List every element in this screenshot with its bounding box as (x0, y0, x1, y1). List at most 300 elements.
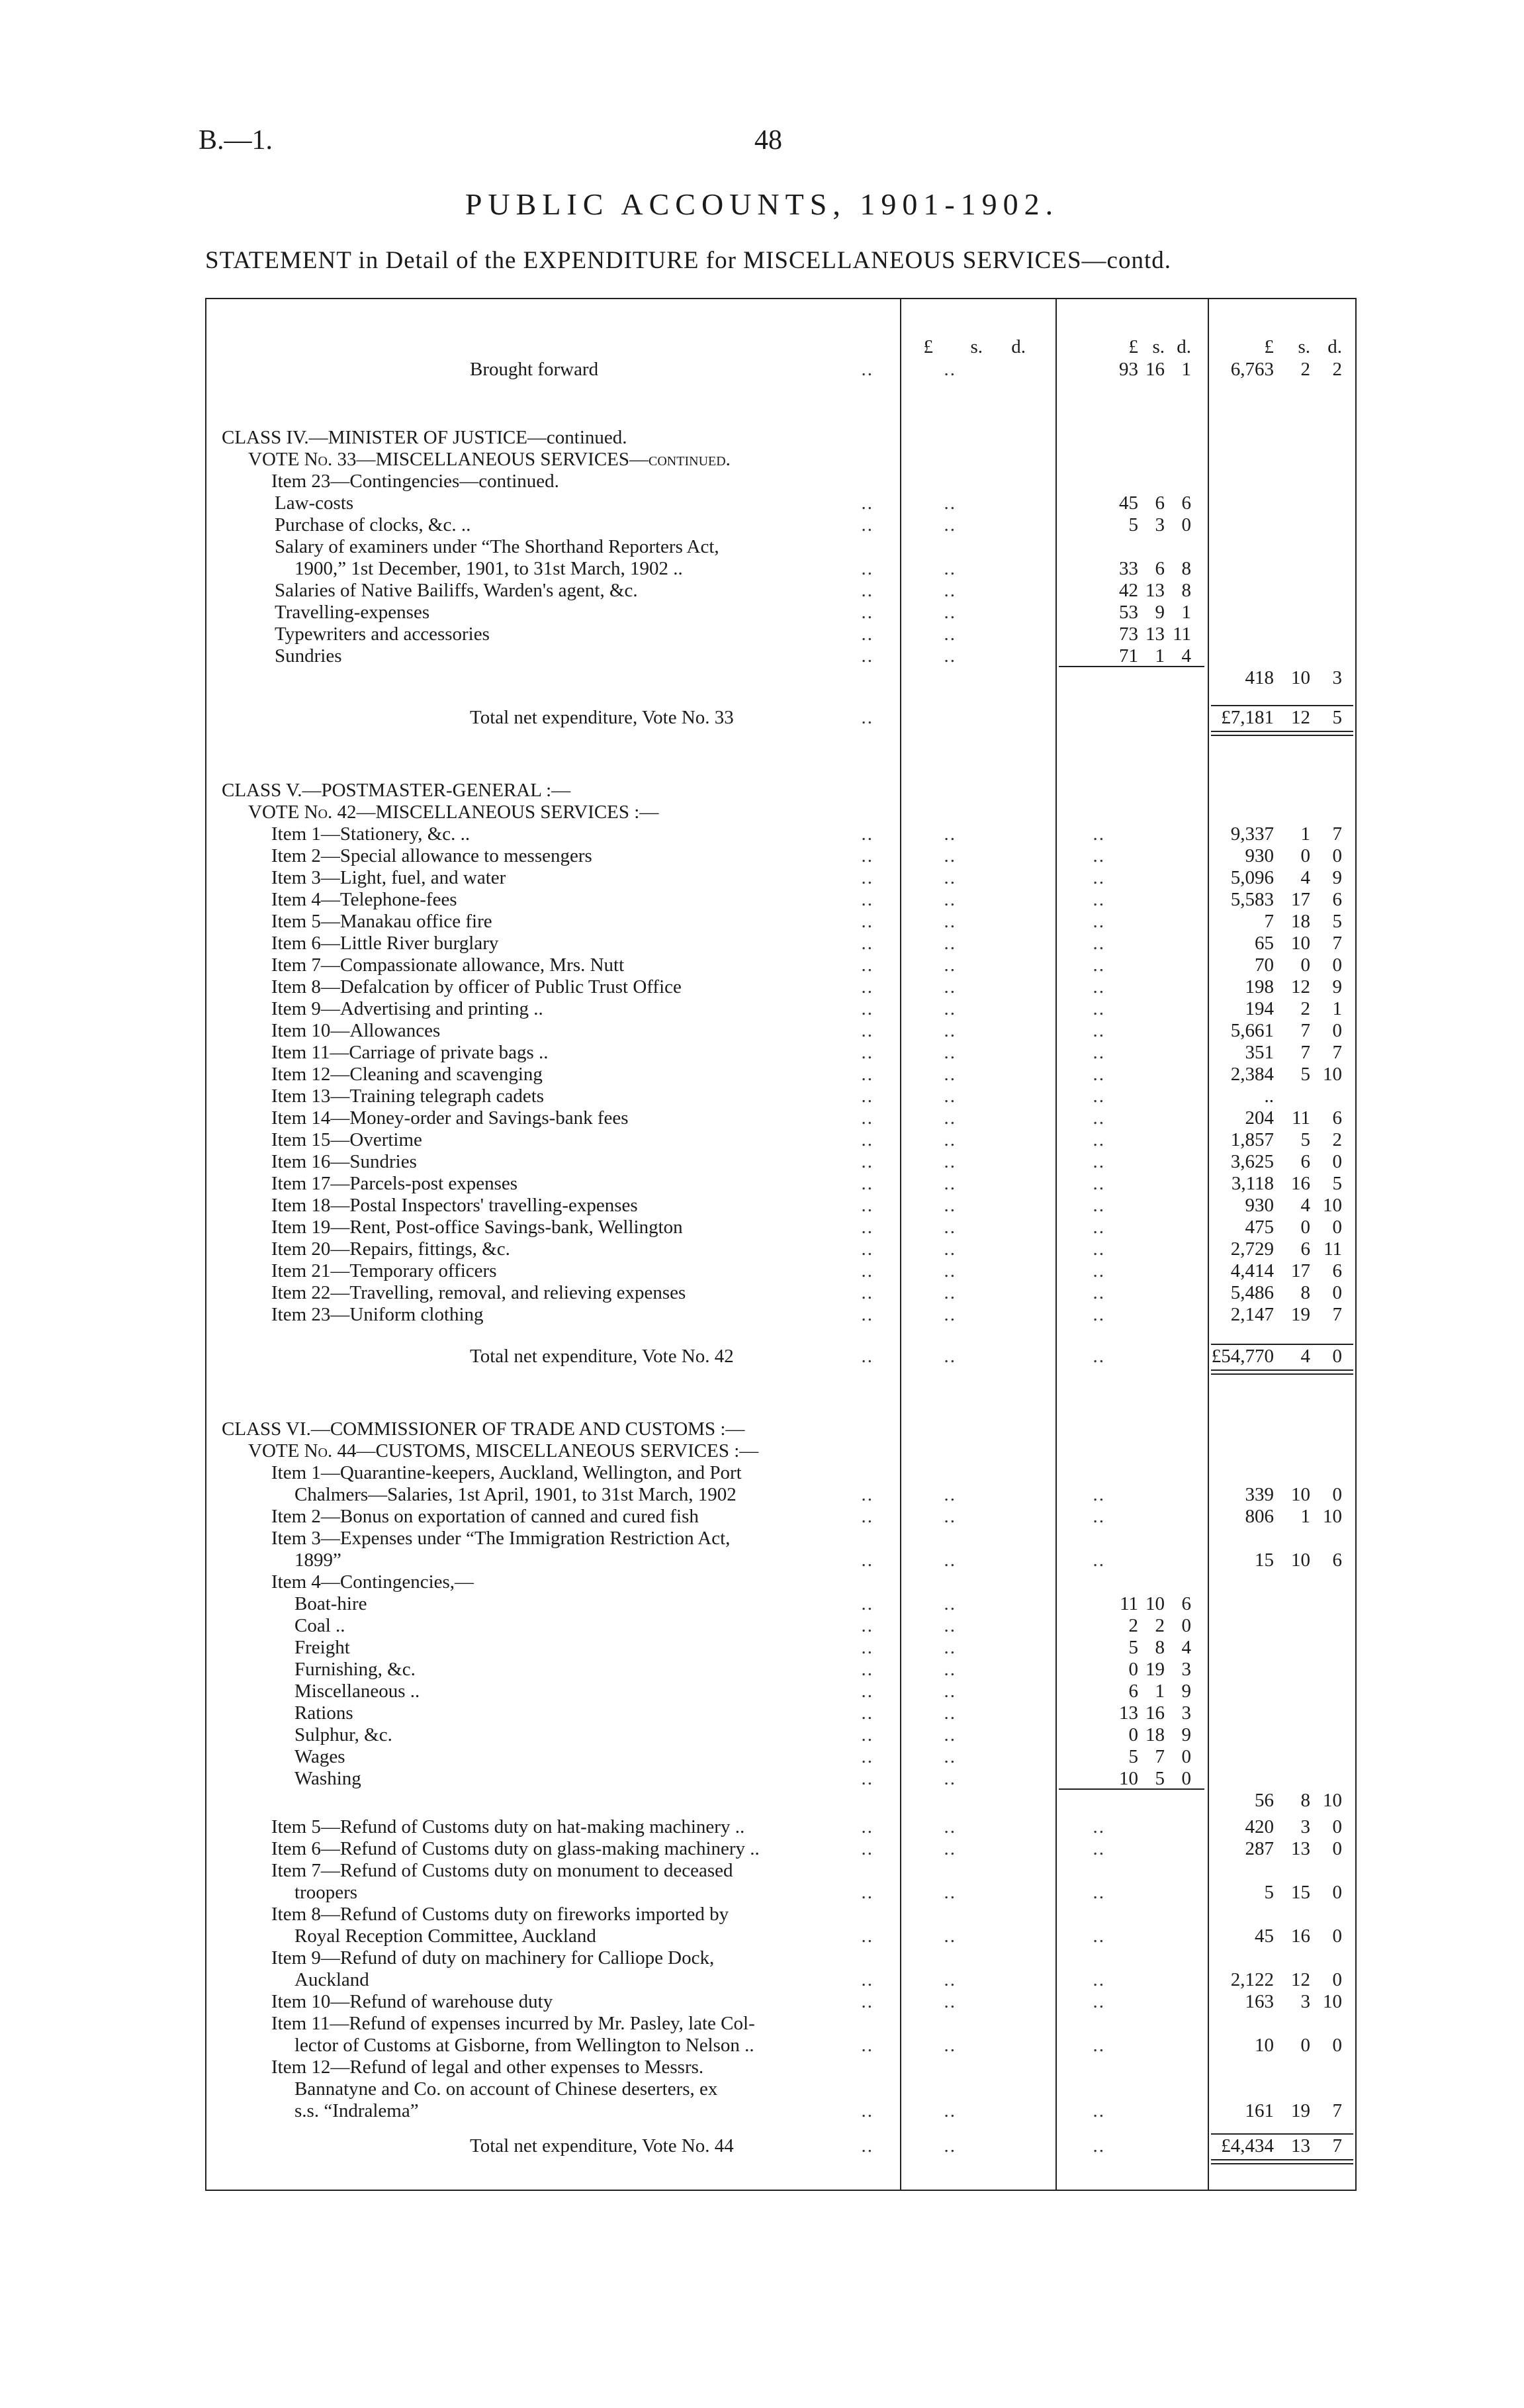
column-dots: .. (944, 1064, 956, 1085)
row-label: CLASS IV.—MINISTER OF JUSTICE—continued. (222, 427, 627, 448)
leader-dots: .. (861, 1637, 874, 1658)
c3-pounds: 5,096 (1230, 867, 1274, 888)
row-label: Freight (294, 1637, 350, 1658)
row-label: Item 23—Contingencies—continued. (271, 471, 559, 492)
column-dots: .. (1093, 1260, 1105, 1281)
page-title: PUBLIC ACCOUNTS, 1901-1902. (465, 187, 1059, 221)
item-heading (205, 471, 1357, 492)
c3-shillings: 0 (1300, 845, 1310, 866)
leader-dots: .. (861, 1086, 874, 1107)
column-dots: .. (944, 1659, 956, 1680)
leader-dots: .. (861, 1882, 874, 1903)
table-row (205, 1282, 1357, 1304)
row-label: Item 12—Refund of legal and other expenses to Messrs. (271, 2057, 704, 2078)
leader-dots: .. (861, 1173, 874, 1194)
c3-pence: 0 (1332, 954, 1342, 976)
c3-shillings: 5 (1300, 1064, 1310, 1085)
leader-dots: .. (861, 1346, 874, 1367)
row-label: Item 8—Defalcation by officer of Public Trust Office (271, 976, 682, 997)
column-dots: .. (944, 1724, 956, 1745)
brought-forward-row (205, 359, 1357, 381)
c2-pounds: 42 (1119, 580, 1138, 601)
c3-pence: 6 (1332, 1107, 1342, 1129)
row-label: Auckland (294, 1969, 369, 1990)
c3-shillings: 6 (1300, 1238, 1310, 1260)
table-row (205, 514, 1357, 536)
leader-dots: .. (861, 624, 874, 645)
c3-pounds: 2,729 (1230, 1238, 1274, 1260)
c3-shillings: 19 (1291, 2100, 1310, 2121)
leader-dots: .. (861, 359, 874, 380)
c3-shillings: 19 (1291, 1304, 1310, 1325)
c3-pounds: .. (1264, 1086, 1274, 1107)
row-label: Item 6—Little River burglary (271, 933, 499, 954)
column-dots: .. (944, 580, 956, 601)
column-dots: .. (1093, 1484, 1105, 1505)
c2-pence: 0 (1181, 1768, 1191, 1789)
table-row (205, 1746, 1357, 1768)
row-label: Item 18—Postal Inspectors' travelling-expenses (271, 1195, 638, 1216)
row-label: Item 9—Advertising and printing .. (271, 998, 543, 1019)
table-row (205, 1550, 1357, 1571)
c2-shillings: 9 (1155, 602, 1165, 623)
leader-dots: .. (861, 580, 874, 601)
class-heading (205, 780, 1357, 802)
c3-pounds: 806 (1245, 1506, 1274, 1527)
row-label: Travelling-expenses (275, 602, 430, 623)
c2-pence: 11 (1173, 624, 1191, 645)
c2-shillings: 13 (1145, 624, 1165, 645)
leader-dots: .. (861, 1064, 874, 1085)
column-dots: .. (944, 1615, 956, 1636)
column-dots: .. (1093, 2035, 1105, 2056)
c3-shillings: 10 (1291, 1484, 1310, 1505)
c3-shillings: 3 (1300, 1816, 1310, 1837)
c2-shillings: 1 (1155, 1681, 1165, 1702)
c3-pence: 0 (1332, 2035, 1342, 2056)
table-row (205, 823, 1357, 845)
c3-pounds: 418 (1245, 667, 1274, 688)
column-dots: .. (1093, 1969, 1105, 1990)
c2-pence: 9 (1181, 1681, 1191, 1702)
leader-dots: .. (861, 1925, 874, 1947)
table-row (205, 1042, 1357, 1064)
c2-shillings: 8 (1155, 1637, 1165, 1658)
column-dots: .. (944, 558, 956, 579)
c3-shillings: s. (1298, 336, 1310, 357)
leader-dots: .. (861, 1151, 874, 1172)
table-row (205, 933, 1357, 954)
row-label: Item 8—Refund of Customs duty on fireworks imported by (271, 1904, 729, 1925)
column-dots: .. (944, 1969, 956, 1990)
table-row (205, 624, 1357, 645)
column-dots: .. (1093, 1506, 1105, 1527)
c2-shillings: 19 (1145, 1659, 1165, 1680)
subtotal-row (205, 1790, 1357, 1812)
column-dots: .. (944, 492, 956, 514)
c3-shillings: 16 (1291, 1173, 1310, 1194)
table-row (205, 2100, 1357, 2122)
row-label: Miscellaneous .. (294, 1681, 420, 1702)
c3-pounds: 930 (1245, 845, 1274, 866)
row-label: Item 7—Refund of Customs duty on monument to deceased (271, 1860, 733, 1881)
c2-shillings: 13 (1145, 580, 1165, 601)
leader-dots: .. (861, 2035, 874, 2056)
row-label: Item 3—Light, fuel, and water (271, 867, 506, 888)
column-dots: .. (944, 998, 956, 1019)
column-dots: .. (944, 1681, 956, 1702)
leader-dots: .. (861, 1838, 874, 1859)
column-dots: .. (944, 1042, 956, 1063)
c3-pounds: 475 (1245, 1217, 1274, 1238)
c2-pence: 8 (1181, 558, 1191, 579)
c3-pounds: 194 (1245, 998, 1274, 1019)
leader-dots: .. (861, 998, 874, 1019)
column-dots: .. (1093, 867, 1105, 888)
column-headings (205, 336, 1357, 358)
c3-pounds: 7 (1264, 911, 1274, 932)
c3-pence: 7 (1332, 2100, 1342, 2121)
c3-pounds: 45 (1255, 1925, 1274, 1947)
column-dots: .. (1093, 1282, 1105, 1303)
leader-dots: .. (861, 1615, 874, 1636)
column-dots: .. (944, 1238, 956, 1260)
leader-dots: .. (861, 1724, 874, 1745)
c1-shillings: s. (970, 336, 983, 357)
c3-shillings: 6 (1300, 1151, 1310, 1172)
c3-shillings: 15 (1291, 1882, 1310, 1903)
c3-pence: 5 (1332, 707, 1342, 728)
c3-pence: 9 (1332, 867, 1342, 888)
column-dots: .. (1093, 1304, 1105, 1325)
double-rule (1211, 731, 1353, 736)
column-dots: .. (1093, 1064, 1105, 1085)
column-dots: .. (944, 514, 956, 535)
c2-pence: 0 (1181, 1746, 1191, 1767)
column-dots: .. (1093, 1195, 1105, 1216)
column-dots: .. (1093, 1238, 1105, 1260)
column-dots: .. (1093, 1107, 1105, 1129)
column-dots: .. (944, 933, 956, 954)
row-label: Item 1—Quarantine-keepers, Auckland, Wellington, and Port (271, 1462, 742, 1483)
table-row (205, 1702, 1357, 1724)
c3-pounds: 5,486 (1230, 1282, 1274, 1303)
column-dots: .. (1093, 2135, 1105, 2156)
column-dots: .. (944, 1086, 956, 1107)
column-dots: .. (944, 867, 956, 888)
table-row (205, 1860, 1357, 1882)
column-dots: .. (944, 1129, 956, 1150)
table-row (205, 1238, 1357, 1260)
c2-shillings: 16 (1145, 359, 1165, 380)
c3-shillings: 10 (1291, 1550, 1310, 1571)
vote-heading (205, 1440, 1357, 1462)
leader-dots: .. (861, 1282, 874, 1303)
c2-shillings: 6 (1155, 492, 1165, 514)
c3-shillings: 12 (1291, 707, 1310, 728)
c2-pounds: 10 (1119, 1768, 1138, 1789)
c3-pounds: 5,583 (1230, 889, 1274, 910)
table-row (205, 1506, 1357, 1528)
row-label: Item 10—Allowances (271, 1020, 441, 1041)
leader-dots: .. (861, 1681, 874, 1702)
row-label: Item 20—Repairs, fittings, &c. (271, 1238, 510, 1260)
c2-pence: d. (1177, 336, 1191, 357)
c2-pence: 3 (1181, 1702, 1191, 1724)
leader-dots: .. (861, 645, 874, 667)
table-row (205, 1816, 1357, 1838)
row-label: Item 4—Contingencies,— (271, 1571, 474, 1593)
leader-dots: .. (861, 1107, 874, 1129)
c2-pence: 8 (1181, 580, 1191, 601)
c3-pence: 5 (1332, 1173, 1342, 1194)
c2-shillings: 5 (1155, 1768, 1165, 1789)
column-dots: .. (1093, 1882, 1105, 1903)
table-row (205, 1925, 1357, 1947)
row-label: Sulphur, &c. (294, 1724, 392, 1745)
row-label: CLASS VI.—COMMISSIONER OF TRADE AND CUSTOMS :— (222, 1418, 745, 1440)
column-dots: .. (944, 1173, 956, 1194)
c3-shillings: 4 (1300, 867, 1310, 888)
c3-shillings: 4 (1300, 1195, 1310, 1216)
leader-dots: .. (861, 1260, 874, 1281)
leader-dots: .. (861, 1129, 874, 1150)
row-label: Item 5—Manakau office fire (271, 911, 492, 932)
c3-pounds: 204 (1245, 1107, 1274, 1129)
column-dots: .. (944, 1991, 956, 2012)
table-row (205, 1086, 1357, 1107)
column-dots: .. (1093, 1173, 1105, 1194)
leader-dots: .. (861, 1217, 874, 1238)
leader-dots: .. (861, 1238, 874, 1260)
vote-total-row (205, 1346, 1357, 1367)
row-label: Item 11—Refund of expenses incurred by Mr. Pasley, late Col- (271, 2013, 755, 2034)
vote-heading (205, 802, 1357, 823)
c3-shillings: 3 (1300, 1991, 1310, 2012)
column-dots: .. (1093, 933, 1105, 954)
c3-pounds: 163 (1245, 1991, 1274, 2012)
c3-pence: 0 (1332, 1020, 1342, 1041)
column-dots: .. (1093, 1346, 1105, 1367)
c3-shillings: 13 (1291, 1838, 1310, 1859)
row-label: s.s. “Indralema” (294, 2100, 419, 2121)
c3-pence: 10 (1323, 1195, 1342, 1216)
table-row (205, 1129, 1357, 1151)
row-label: Total net expenditure, Vote No. 44 (470, 2135, 734, 2156)
c3-shillings: 1 (1300, 1506, 1310, 1527)
column-dots: .. (944, 1304, 956, 1325)
table-row (205, 889, 1357, 911)
column-dots: .. (944, 1151, 956, 1172)
c3-shillings: 13 (1291, 2135, 1310, 2156)
leader-dots: .. (861, 1659, 874, 1680)
c2-pence: 0 (1181, 514, 1191, 535)
c3-shillings: 0 (1300, 954, 1310, 976)
leader-dots: .. (861, 1702, 874, 1724)
row-label: Item 19—Rent, Post-office Savings-bank, Wellington (271, 1217, 683, 1238)
column-dots: .. (1093, 1816, 1105, 1837)
column-dots: .. (944, 645, 956, 667)
table-row (205, 911, 1357, 933)
column-dots: .. (1093, 911, 1105, 932)
c2-pounds: 93 (1119, 359, 1138, 380)
column-dots: .. (944, 1107, 956, 1129)
table-row (205, 1991, 1357, 2013)
c3-shillings: 16 (1291, 1925, 1310, 1947)
leader-dots: .. (861, 602, 874, 623)
c2-pounds: 45 (1119, 492, 1138, 514)
row-label: Bannatyne and Co. on account of Chinese deserters, ex (294, 2078, 718, 2100)
c3-pence: 0 (1332, 1882, 1342, 1903)
c3-pounds: £7,181 (1221, 707, 1274, 728)
column-dots: .. (1093, 1086, 1105, 1107)
table-row (205, 1904, 1357, 1925)
row-label: Salary of examiners under “The Shorthand Reporters Act, (275, 536, 719, 557)
c1-pounds: £ (923, 336, 933, 357)
column-dots: .. (1093, 889, 1105, 910)
c3-pence: 2 (1332, 1129, 1342, 1150)
row-label: Item 14—Money-order and Savings-bank fees (271, 1107, 629, 1129)
column-dots: .. (944, 1838, 956, 1859)
row-label: Purchase of clocks, &c. .. (275, 514, 471, 535)
column-dots: .. (944, 1816, 956, 1837)
table-row (205, 1484, 1357, 1506)
row-label: lector of Customs at Gisborne, from Wellington to Nelson .. (294, 2035, 754, 2056)
c2-pence: 4 (1181, 645, 1191, 667)
vote-total-row (205, 2135, 1357, 2157)
c3-pence: 10 (1323, 1790, 1342, 1811)
c2-pounds: 33 (1119, 558, 1138, 579)
c2-pence: 9 (1181, 1724, 1191, 1745)
c3-shillings: 7 (1300, 1020, 1310, 1041)
column-dots: .. (1093, 1838, 1105, 1859)
table-top-rule (205, 298, 1357, 299)
c2-pence: 4 (1181, 1637, 1191, 1658)
row-label: Total net expenditure, Vote No. 42 (470, 1346, 734, 1367)
table-row (205, 1107, 1357, 1129)
row-label: Item 16—Sundries (271, 1151, 417, 1172)
column-dots: .. (1093, 954, 1105, 976)
c3-pounds: 2,384 (1230, 1064, 1274, 1085)
c3-pounds: 351 (1245, 1042, 1274, 1063)
table-row (205, 558, 1357, 580)
c3-pence: 0 (1332, 1838, 1342, 1859)
leader-dots: .. (861, 2100, 874, 2121)
table-row (205, 602, 1357, 624)
c3-pounds: 6,763 (1230, 359, 1274, 380)
c2-shillings: 1 (1155, 645, 1165, 667)
leader-dots: .. (861, 911, 874, 932)
c3-shillings: 7 (1300, 1042, 1310, 1063)
row-label: CLASS V.—POSTMASTER-GENERAL :— (222, 780, 571, 801)
table-row (205, 580, 1357, 602)
c3-pence: 0 (1332, 1217, 1342, 1238)
c3-pence: 3 (1332, 667, 1342, 688)
column-dots: .. (1093, 845, 1105, 866)
sum-rule (1211, 705, 1353, 706)
c3-shillings: 2 (1300, 998, 1310, 1019)
table-row (205, 976, 1357, 998)
c3-pounds: 1,857 (1230, 1129, 1274, 1150)
c2-pounds: 5 (1128, 514, 1138, 535)
table-row (205, 1768, 1357, 1790)
row-label: Item 11—Carriage of private bags .. (271, 1042, 549, 1063)
c3-pounds: 339 (1245, 1484, 1274, 1505)
column-dots: .. (944, 359, 956, 380)
table-row (205, 867, 1357, 889)
c2-pounds: 71 (1119, 645, 1138, 667)
row-label: Item 1—Stationery, &c. .. (271, 823, 471, 845)
column-dots: .. (1093, 1151, 1105, 1172)
table-row (205, 1681, 1357, 1702)
row-label: 1900,” 1st December, 1901, to 31st March, 1902 .. (294, 558, 683, 579)
row-label: Law-costs (275, 492, 354, 514)
double-rule (1211, 2159, 1353, 2164)
column-dots: .. (944, 911, 956, 932)
column-dots: .. (944, 1195, 956, 1216)
leader-dots: .. (861, 1768, 874, 1789)
table-row (205, 1571, 1357, 1593)
column-dots: .. (1093, 2100, 1105, 2121)
c3-pence: 0 (1332, 845, 1342, 866)
c3-pence: 10 (1323, 1064, 1342, 1085)
c3-pence: 0 (1332, 1925, 1342, 1947)
column-dots: .. (944, 889, 956, 910)
column-dots: .. (944, 602, 956, 623)
c2-pounds: 53 (1119, 602, 1138, 623)
row-label: Item 5—Refund of Customs duty on hat-making machinery .. (271, 1816, 745, 1837)
c3-pence: 6 (1332, 1260, 1342, 1281)
column-dots: .. (944, 823, 956, 845)
row-label: Washing (294, 1768, 361, 1789)
c3-shillings: 17 (1291, 889, 1310, 910)
table-row (205, 1838, 1357, 1860)
c3-pounds: 4,414 (1230, 1260, 1274, 1281)
column-dots: .. (1093, 1991, 1105, 2012)
leader-dots: .. (861, 1020, 874, 1041)
c3-shillings: 8 (1300, 1790, 1310, 1811)
double-rule (1211, 1369, 1353, 1375)
row-label: Item 15—Overtime (271, 1129, 422, 1150)
leader-dots: .. (861, 1991, 874, 2012)
c2-pounds: 0 (1128, 1659, 1138, 1680)
row-label: Item 2—Special allowance to messengers (271, 845, 592, 866)
row-label: VOTE No. 42—MISCELLANEOUS SERVICES :— (248, 802, 659, 823)
table-row (205, 1064, 1357, 1086)
c3-pence: 0 (1332, 1282, 1342, 1303)
column-dots: .. (944, 1746, 956, 1767)
c3-pounds: 2,147 (1230, 1304, 1274, 1325)
column-dots: .. (944, 1217, 956, 1238)
table-row (205, 1173, 1357, 1195)
c2-pence: 1 (1181, 602, 1191, 623)
c3-pence: 2 (1332, 359, 1342, 380)
column-dots: .. (944, 1346, 956, 1367)
c2-shillings: 18 (1145, 1724, 1165, 1745)
c2-pounds: 0 (1128, 1724, 1138, 1745)
c3-pence: 7 (1332, 2135, 1342, 2156)
leader-dots: .. (861, 1304, 874, 1325)
c2-shillings: 10 (1145, 1593, 1165, 1614)
table-row (205, 1260, 1357, 1282)
column-dots: .. (944, 976, 956, 997)
leader-dots: .. (861, 823, 874, 845)
column-dots: .. (944, 1637, 956, 1658)
row-label: Salaries of Native Bailiffs, Warden's agent, &c. (275, 580, 638, 601)
row-label: Item 4—Telephone-fees (271, 889, 457, 910)
leader-dots: .. (861, 889, 874, 910)
row-label: Item 12—Cleaning and scavenging (271, 1064, 543, 1085)
